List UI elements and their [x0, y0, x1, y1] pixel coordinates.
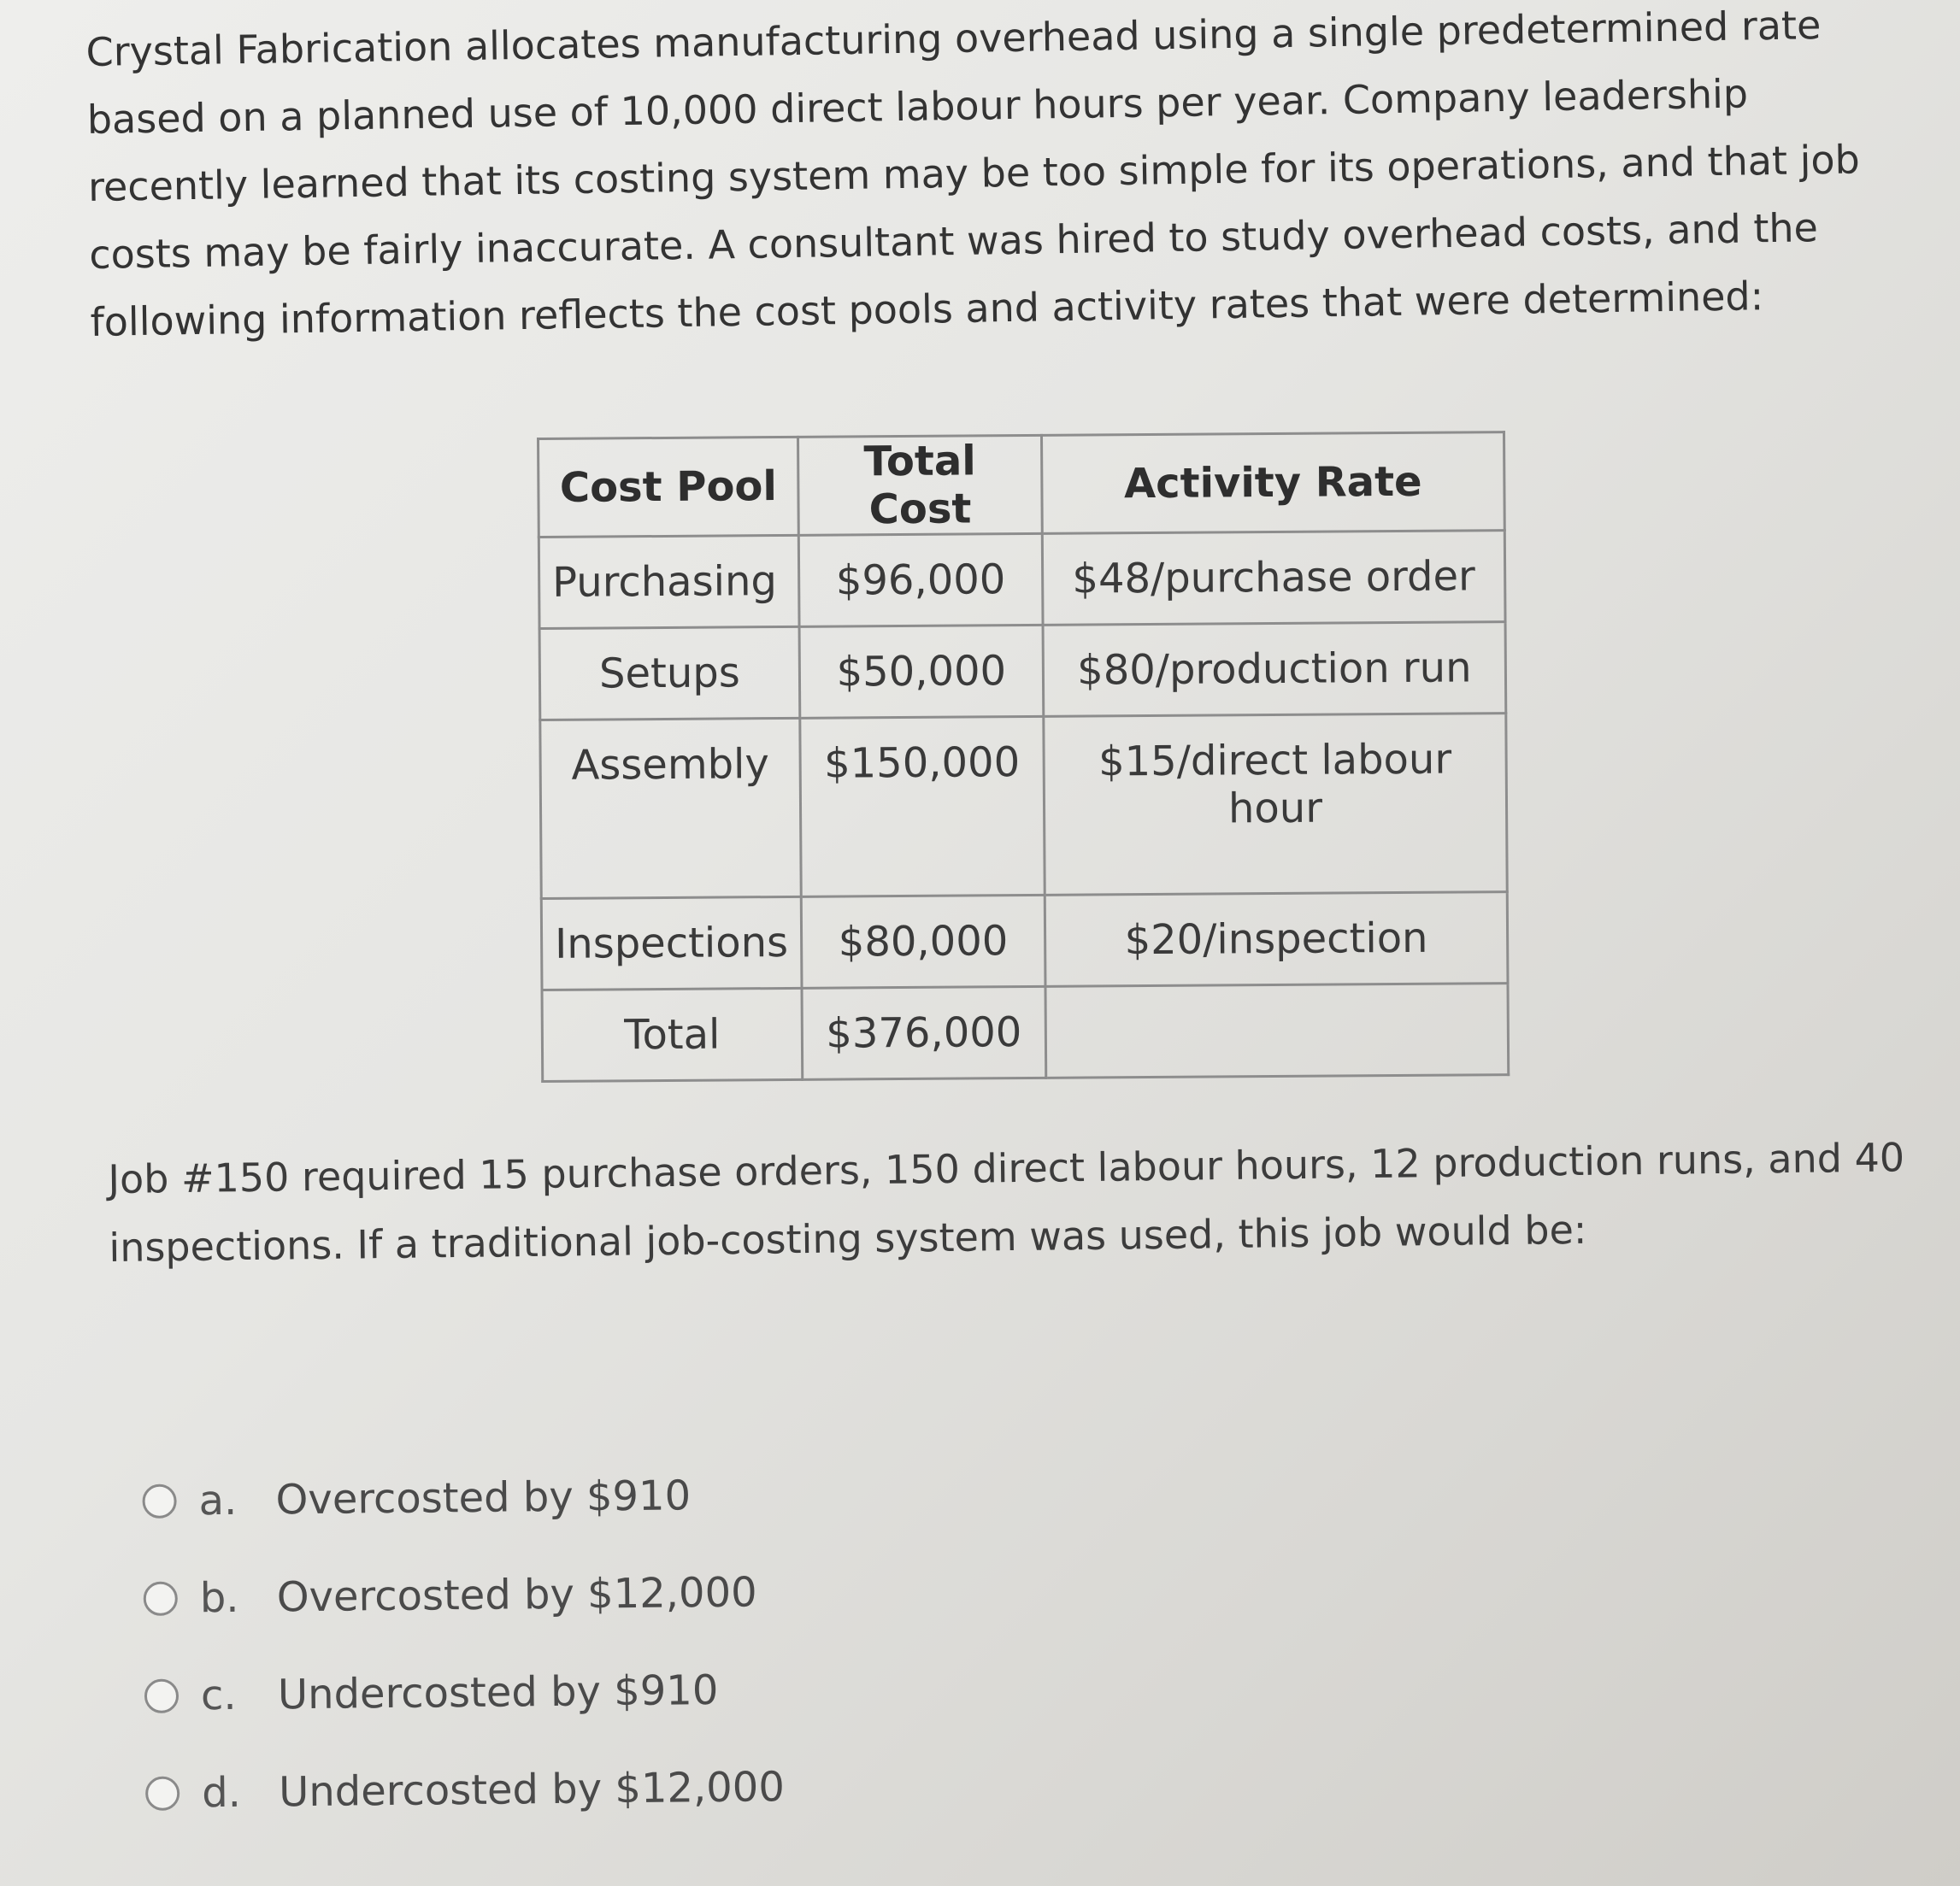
option-label: Overcosted by $910 — [275, 1472, 692, 1525]
radio-button-icon[interactable] — [145, 1777, 180, 1811]
cost-pool-table-container — [537, 431, 1510, 1083]
cell-rate — [1045, 984, 1509, 1078]
intro-paragraph: Crystal Fabrication allocates manufacturing overhead using a single predetermined rate based on a planned use of 10,000 direct labour hours per year. Company leadership recently learned that its costing system may be too simple for its operations, and that job costs may be fairly inaccurate. A consultant was hired to study overhead costs, and the following information reflects the cost pools and activity rates that were determined: — [85, 2, 1861, 345]
table-row — [539, 531, 1505, 629]
cell-rate: $20/inspection — [1045, 892, 1508, 987]
cost-pool-table — [537, 431, 1510, 1083]
table-row — [540, 714, 1507, 899]
cell-rate: $15/direct labour hour — [1044, 714, 1507, 896]
cell-cost: $150,000 — [800, 716, 1045, 896]
option-label: Undercosted by $910 — [277, 1666, 719, 1719]
option-b[interactable] — [143, 1543, 783, 1648]
cell-pool: Assembly — [540, 718, 801, 898]
answer-options — [142, 1446, 785, 1842]
table-header-row — [539, 432, 1505, 538]
table-row — [541, 892, 1508, 990]
radio-button-icon[interactable] — [142, 1484, 176, 1519]
cell-cost: $376,000 — [802, 986, 1046, 1079]
option-d[interactable] — [145, 1738, 786, 1842]
cell-cost: $50,000 — [799, 625, 1044, 718]
option-c[interactable] — [144, 1641, 784, 1745]
cell-pool: Purchasing — [539, 535, 799, 628]
header-cost-pool: Cost Pool — [539, 437, 799, 537]
table-row — [539, 622, 1506, 720]
option-label: Undercosted by $12,000 — [278, 1763, 786, 1817]
header-total-cost: Total Cost — [798, 435, 1042, 535]
header-activity-rate: Activity Rate — [1041, 432, 1504, 534]
cell-cost: $96,000 — [798, 533, 1043, 626]
option-label: Overcosted by $12,000 — [276, 1568, 757, 1622]
cell-pool: Total — [542, 988, 803, 1081]
option-letter: b. — [199, 1573, 239, 1623]
option-letter: d. — [201, 1768, 242, 1818]
radio-button-icon[interactable] — [144, 1582, 178, 1616]
cell-pool: Setups — [539, 626, 800, 720]
option-letter: a. — [198, 1476, 238, 1525]
radio-button-icon[interactable] — [144, 1679, 179, 1713]
cell-rate: $80/production run — [1043, 622, 1506, 717]
cell-cost: $80,000 — [801, 895, 1045, 988]
option-a[interactable] — [142, 1446, 782, 1550]
cell-rate: $48/purchase order — [1042, 531, 1505, 626]
question-text: Job #150 required 15 purchase orders, 150 direct labour hours, 12 production runs, and 40 inspections. If a traditional job-costing system was used, this job would be: — [108, 1134, 1905, 1271]
table-total-row — [542, 984, 1509, 1082]
cell-pool: Inspections — [541, 896, 802, 990]
option-letter: c. — [200, 1671, 237, 1720]
